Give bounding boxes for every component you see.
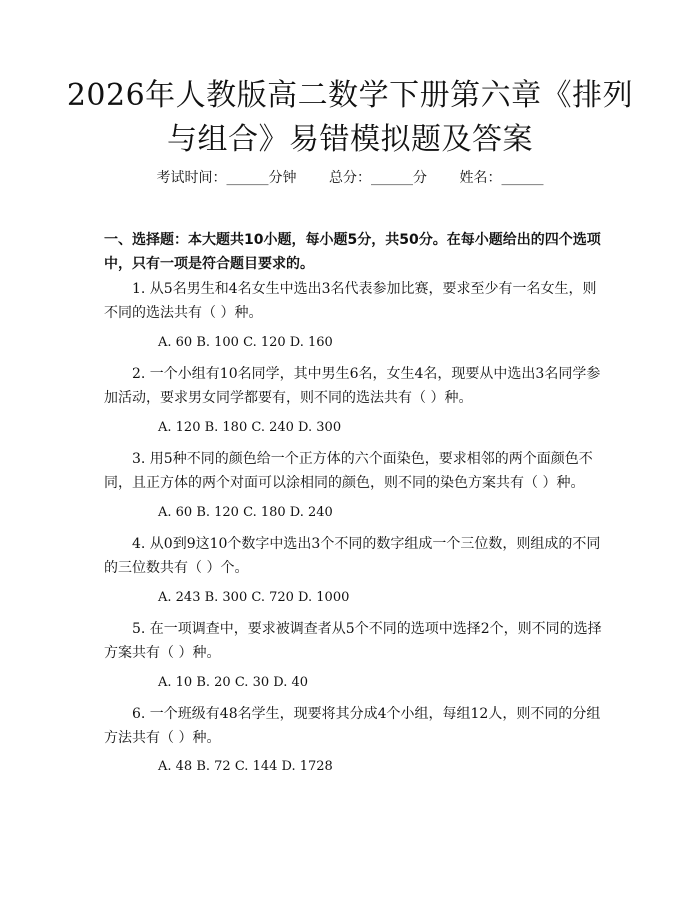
question-1-options: A. 60 B. 100 C. 120 D. 160	[158, 335, 333, 350]
question-2: 2. 一个小组有10名同学，其中男生6名，女生4名，现要从中选出3名同学参加活动，要求男女同学都要有，则不同的选法共有（ ）种。	[104, 366, 601, 406]
section-heading: 一、选择题：本大题共10小题，每小题5分，共50分。在每小题给出的四个选项中，只有一项是符合题目要求的。	[104, 232, 601, 272]
question-5: 5. 在一项调查中，要求被调查者从5个不同的选项中选择2个，则不同的选择方案共有（ ）种。	[104, 621, 602, 661]
page-title: 2026年人教版高二数学下册第六章《排列与组合》易错模拟题及答案	[66, 78, 634, 157]
question-2-options: A. 120 B. 180 C. 240 D. 300	[158, 420, 342, 435]
question-4-options: A. 243 B. 300 C. 720 D. 1000	[158, 590, 350, 605]
question-6: 6. 一个班级有48名学生，现要将其分成4个小组，每组12人，则不同的分组方法共有（ ）种。	[104, 706, 601, 746]
question-3: 3. 用5种不同的颜色给一个正方体的六个面染色，要求相邻的两个面颜色不同，且正方体的两个对面可以涂相同的颜色，则不同的染色方案共有（ ）种。	[104, 451, 593, 491]
question-6-options: A. 48 B. 72 C. 144 D. 1728	[158, 759, 333, 774]
student-name: 姓名：______	[459, 170, 544, 186]
question-3-options: A. 60 B. 120 C. 180 D. 240	[158, 505, 333, 520]
question-1: 1. 从5名男生和4名女生中选出3名代表参加比赛，要求至少有一名女生，则不同的选法共有（ ）种。	[104, 281, 597, 321]
exam-time: 考试时间：______分钟	[156, 170, 297, 186]
exam-meta	[0, 168, 700, 188]
question-4: 4. 从0到9这10个数字中选出3个不同的数字组成一个三位数，则组成的不同的三位数共有（ ）个。	[104, 536, 601, 576]
total-score: 总分：______分	[329, 170, 427, 186]
question-5-options: A. 10 B. 20 C. 30 D. 40	[158, 675, 309, 690]
